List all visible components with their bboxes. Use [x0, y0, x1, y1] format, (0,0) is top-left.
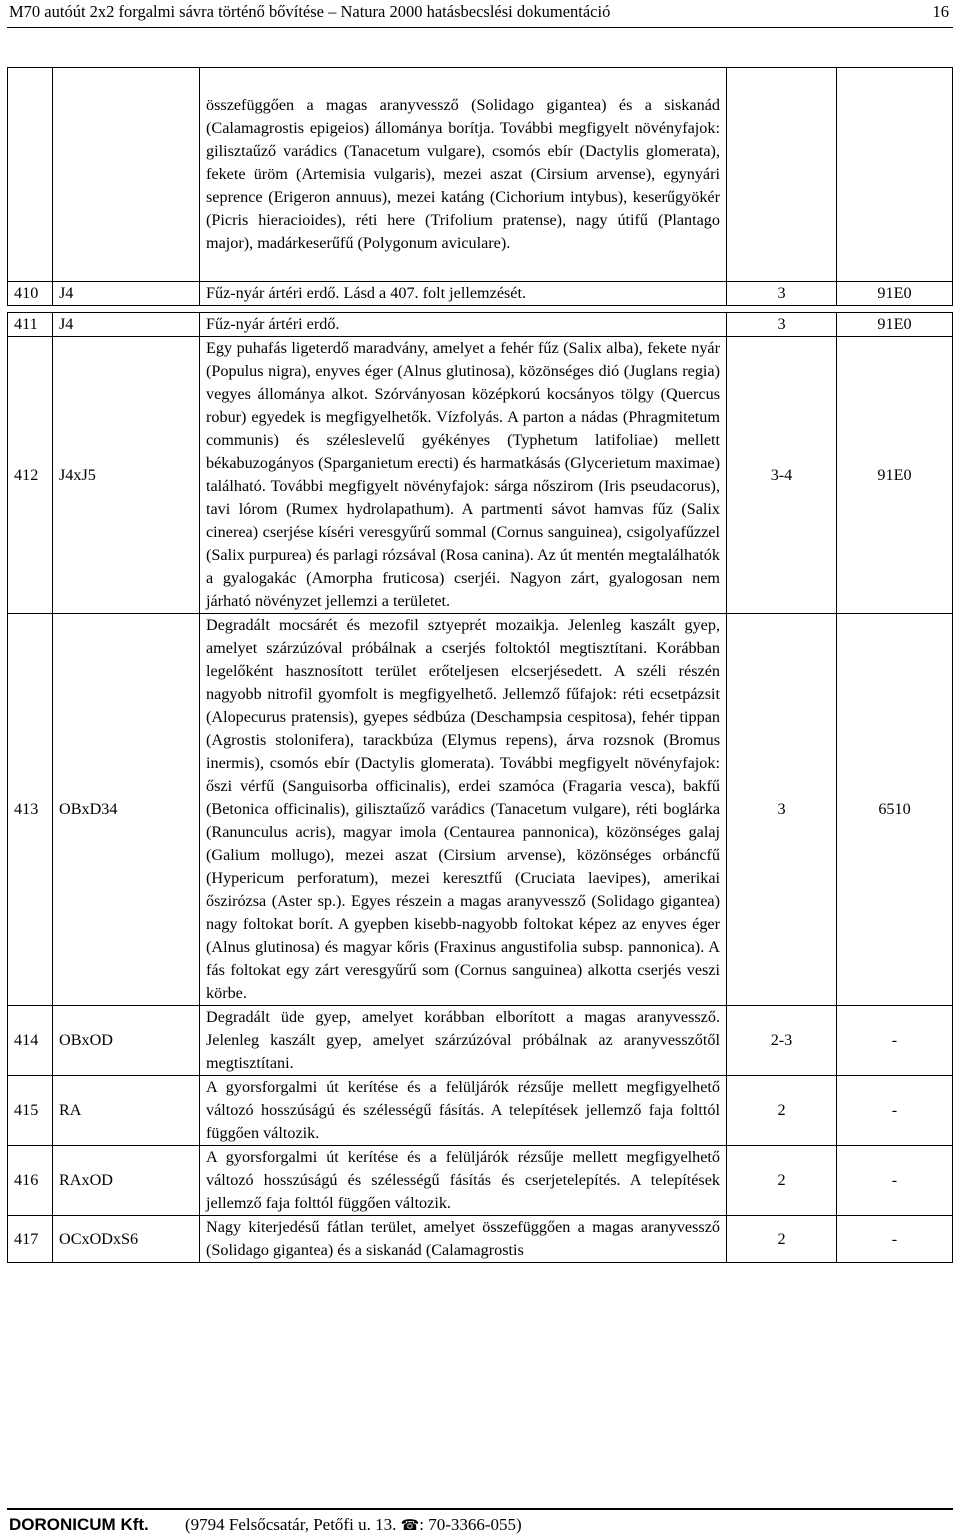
patch-id: 416 — [8, 1146, 53, 1216]
habitat-description: Degradált mocsárét és mezofil sztyeprét mozaikja. Jelenleg kaszált gyep, amelyet szárzúzóval próbálnak a cserjés foltoktól megtisztítani. Korábban legelőként hasznosított terület erőteljesen elcserjésedett. A széli részén nagyobb nitrofil gyomfolt is megfigyelhető. Jellemző fűfajok: réti ecsetpázsit (Alopecurus pratensis), gyepes sédbúza (Deschampsia cespitosa), fehér tippan (Agrostis stolonifera), tarackbúza (Elymus repens), árva rozsnok (Bromus inermis), csomós ebír (Dactylis glomerata). További megfigyelt növényfajok: őszi vérfű (Sanguisorba officinalis), erdei szamóca (Fragaria vesca), bakfű (Betonica officinalis), gilisztaűző varádics (Tanacetum vulgare), réti boglárka (Ranunculus acris), magyar imola (Centaurea pannonica), közönséges galaj (Galium mollugo), mezei aszat (Cirsium arvense), közönséges orbáncfű (Hypericum perforatum), mezei keresztfű (Cruciata laevipes), amerikai őszirózsa (Aster sp.). Egyes részein a magas aranyvessző (Solidago gigantea) nagy foltokat borít. A gyepben kisebb-nagyobb foltokat képez az enyves éger (Alnus glutinosa) és magyar kőris (Fraxinus angustifolia subsp. pannonica). A fás foltokat egy zárt veresgyűrű som (Cornus sanguinea) alkotta cserjés veszi körbe. — [200, 614, 727, 1006]
habitat-code: J4xJ5 — [53, 337, 200, 614]
natura-2000-code: - — [837, 1076, 953, 1146]
patch-id: 412 — [8, 337, 53, 614]
company-name: DORONICUM Kft. — [9, 1515, 149, 1534]
document-title: M70 autóút 2x2 forgalmi sávra történő bővítése – Natura 2000 hatásbecslési dokumentáció — [9, 2, 611, 21]
naturalness-value: 3-4 — [727, 337, 837, 614]
patch-id: 417 — [8, 1216, 53, 1263]
table-row — [8, 1076, 953, 1146]
table-row — [8, 1006, 953, 1076]
natura-2000-code: 6510 — [837, 614, 953, 1006]
habitat-description: Egy puhafás ligeterdő maradvány, amelyet a fehér fűz (Salix alba), fekete nyár (Populus nigra), enyves éger (Alnus glutinosa), közönséges dió (Juglans regia) vegyes állománya alkot. Szórványosan középkorú kocsányos tölgy (Quercus robur) egyedek is megfigyelhetők. Vízfolyás. A parton a nádas (Phragmitetum communis) és széleslevelű gyékényes (Typhetum latifoliae) mellett békabuzogányos (Sparganietum erecti) és harmatkásás (Glycerietum maximae) található. További megfigyelt növényfajok: sárga nőszirom (Iris pseudacorus), tavi lórom (Rumex hydrolapathum). A partmenti sávot hamvas fűz (Salix cinerea) cserjése kíséri veresgyűrű sommal (Cornus sanguinea), csigolyafűzzel (Salix purpurea) és parlagi rózsával (Rosa canina). Az út mentén megtalálhatók a gyalogakác (Amorpha fruticosa) cserjéi. Nagyon zárt, gyalogosan nem járható növényzet jellemzi a területet. — [200, 337, 727, 614]
row-separator — [8, 306, 953, 313]
habitat-table — [7, 67, 953, 1263]
patch-id: 411 — [8, 313, 53, 337]
phone-number: : 70-3366-055) — [419, 1515, 522, 1534]
table-row — [8, 282, 953, 306]
habitat-code: RAxOD — [53, 1146, 200, 1216]
natura-2000-code: 91E0 — [837, 313, 953, 337]
habitat-description: A gyorsforgalmi út kerítése és a felüljárók rézsűje mellett megfigyelhető változó hosszúságú és szélességű fásítás. A telepítések jellemző faja folttól függően változik. — [200, 1076, 727, 1146]
natura-2000-code: - — [837, 1006, 953, 1076]
habitat-code: OCxODxS6 — [53, 1216, 200, 1263]
patch-id: 414 — [8, 1006, 53, 1076]
naturalness-value: 2 — [727, 1146, 837, 1216]
table-row — [8, 68, 953, 282]
habitat-description: A gyorsforgalmi út kerítése és a felüljárók rézsűje mellett megfigyelhető változó hosszúságú és szélességű fásítás és cserjetelepítés. A telepítések jellemző faja folttól függően változik. — [200, 1146, 727, 1216]
habitat-code — [53, 68, 200, 282]
natura-2000-code: - — [837, 1146, 953, 1216]
page-header — [7, 0, 953, 28]
naturalness-value: 2-3 — [727, 1006, 837, 1076]
habitat-code: J4 — [53, 282, 200, 306]
patch-id: 410 — [8, 282, 53, 306]
naturalness-value: 3 — [727, 282, 837, 306]
naturalness-value: 3 — [727, 313, 837, 337]
habitat-code: RA — [53, 1076, 200, 1146]
table-row — [8, 614, 953, 1006]
patch-id: 415 — [8, 1076, 53, 1146]
habitat-description: Fűz-nyár ártéri erdő. Lásd a 407. folt jellemzését. — [200, 282, 727, 306]
page-number: 16 — [932, 2, 949, 21]
table-row — [8, 1216, 953, 1263]
naturalness-value — [727, 68, 837, 282]
habitat-code: J4 — [53, 313, 200, 337]
table-row — [8, 1146, 953, 1216]
table-row — [8, 337, 953, 614]
naturalness-value: 2 — [727, 1076, 837, 1146]
natura-2000-code — [837, 68, 953, 282]
natura-2000-code: 91E0 — [837, 282, 953, 306]
natura-2000-code: - — [837, 1216, 953, 1263]
patch-id — [8, 68, 53, 282]
habitat-code: OBxD34 — [53, 614, 200, 1006]
habitat-description: összefüggően a magas aranyvessző (Solidago gigantea) és a siskanád (Calamagrostis epigeios) állománya borítja. További megfigyelt növényfajok: gilisztaűző varádics (Tanacetum vulgare), csomós ebír (Dactylis glomerata), fekete üröm (Artemisia vulgaris), mezei aszat (Cirsium arvense), egynyári seprence (Erigeron annuus), mezei katáng (Cichorium intybus), keserűgyökér (Picris hieracioides), réti here (Trifolium pratense), nagy útifű (Plantago major), madárkeserűfű (Polygonum aviculare). — [200, 68, 727, 282]
habitat-description: Degradált üde gyep, amelyet korábban elborított a magas aranyvessző. Jelenleg kaszált gyep, amelyet szárzúzóval próbálnak az aranyvesszőtől megtisztítani. — [200, 1006, 727, 1076]
address-text: (9794 Felsőcsatár, Petőfi u. 13. — [185, 1515, 397, 1534]
naturalness-value: 2 — [727, 1216, 837, 1263]
telephone-icon: ☎ — [400, 1518, 420, 1534]
habitat-description: Fűz-nyár ártéri erdő. — [200, 313, 727, 337]
table-row — [8, 313, 953, 337]
habitat-description: Nagy kiterjedésű fátlan terület, amelyet összefüggően a magas aranyvessző (Solidago gigantea) és a siskanád (Calamagrostis — [200, 1216, 727, 1263]
patch-id: 413 — [8, 614, 53, 1006]
habitat-code: OBxOD — [53, 1006, 200, 1076]
natura-2000-code: 91E0 — [837, 337, 953, 614]
naturalness-value: 3 — [727, 614, 837, 1006]
page-footer — [7, 1508, 953, 1536]
company-address — [185, 1515, 522, 1535]
